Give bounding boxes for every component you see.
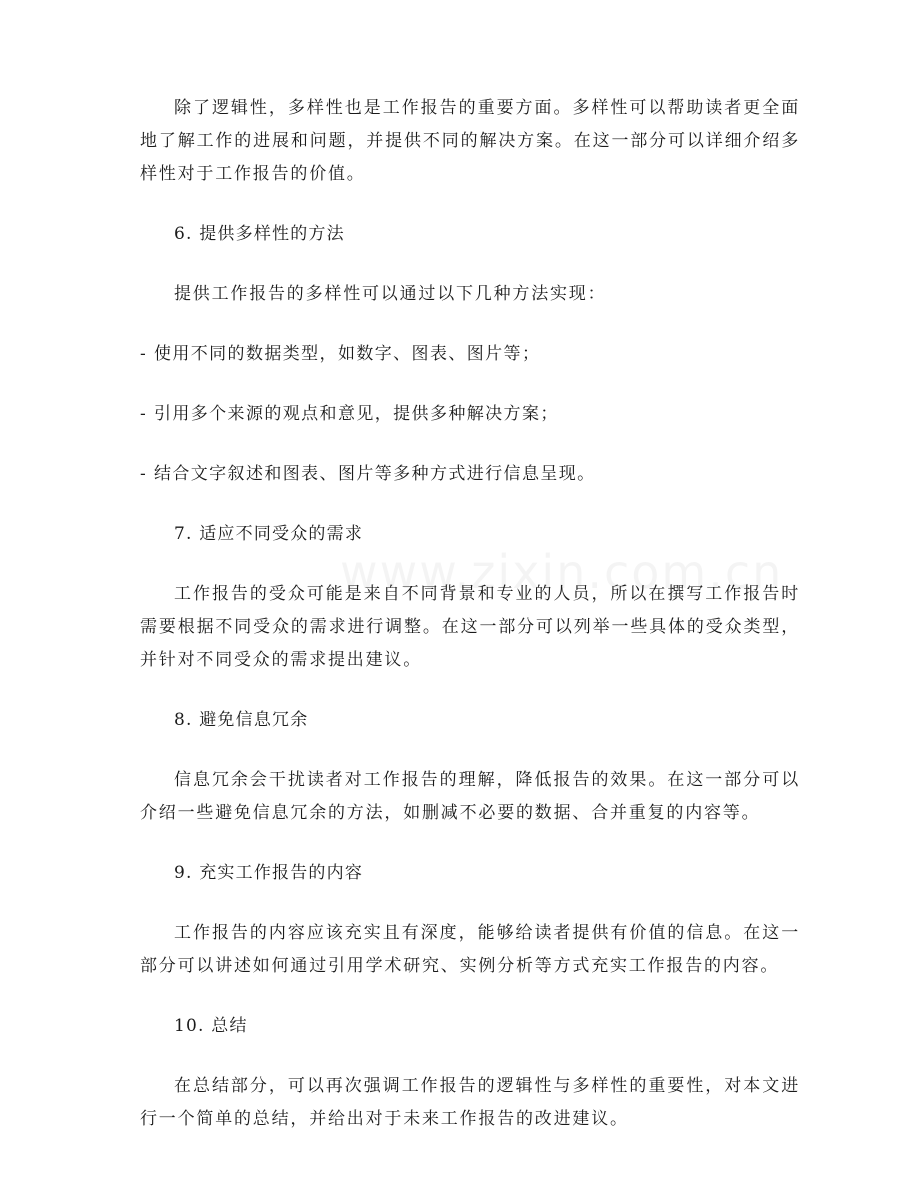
list-item-3: - 结合文字叙述和图表、图片等多种方式进行信息呈现。 (140, 464, 596, 484)
paragraph-section-9: 工作报告的内容应该充实且有深度，能够给读者提供有价值的信息。在这一部分可以讲述如何通过引用学术研究、实例分析等方式充实工作报告的内容。 (140, 923, 800, 976)
paragraph-section-6: 提供工作报告的多样性可以通过以下几种方法实现： (174, 284, 607, 304)
heading-section-6: 6. 提供多样性的方法 (174, 224, 345, 244)
paragraph-section-8: 信息冗余会干扰读者对工作报告的理解，降低报告的效果。在这一部分可以介绍一些避免信息冗余的方法，如删减不必要的数据、合并重复的内容等。 (140, 770, 800, 823)
heading-section-7: 7. 适应不同受众的需求 (174, 524, 364, 544)
list-item-1: - 使用不同的数据类型，如数字、图表、图片等； (140, 344, 541, 364)
paragraph-section-10: 在总结部分，可以再次强调工作报告的逻辑性与多样性的重要性，对本文进行一个简单的总结，并给出对于未来工作报告的改进建议。 (140, 1076, 800, 1129)
heading-section-10: 10. 总结 (174, 1016, 248, 1036)
list-item-2: - 引用多个来源的观点和意见，提供多种解决方案； (140, 404, 559, 424)
heading-section-8: 8. 避免信息冗余 (174, 710, 309, 730)
paragraph-diversity-intro: 除了逻辑性，多样性也是工作报告的重要方面。多样性可以帮助读者更全面地了解工作的进展和问题，并提供不同的解决方案。在这一部分可以详细介绍多样性对于工作报告的价值。 (140, 98, 800, 184)
heading-section-9: 9. 充实工作报告的内容 (174, 863, 364, 883)
document-page (140, 92, 800, 1136)
paragraph-section-7: 工作报告的受众可能是来自不同背景和专业的人员，所以在撰写工作报告时需要根据不同受众的需求进行调整。在这一部分可以列举一些具体的受众类型，并针对不同受众的需求提出建议。 (140, 584, 800, 670)
